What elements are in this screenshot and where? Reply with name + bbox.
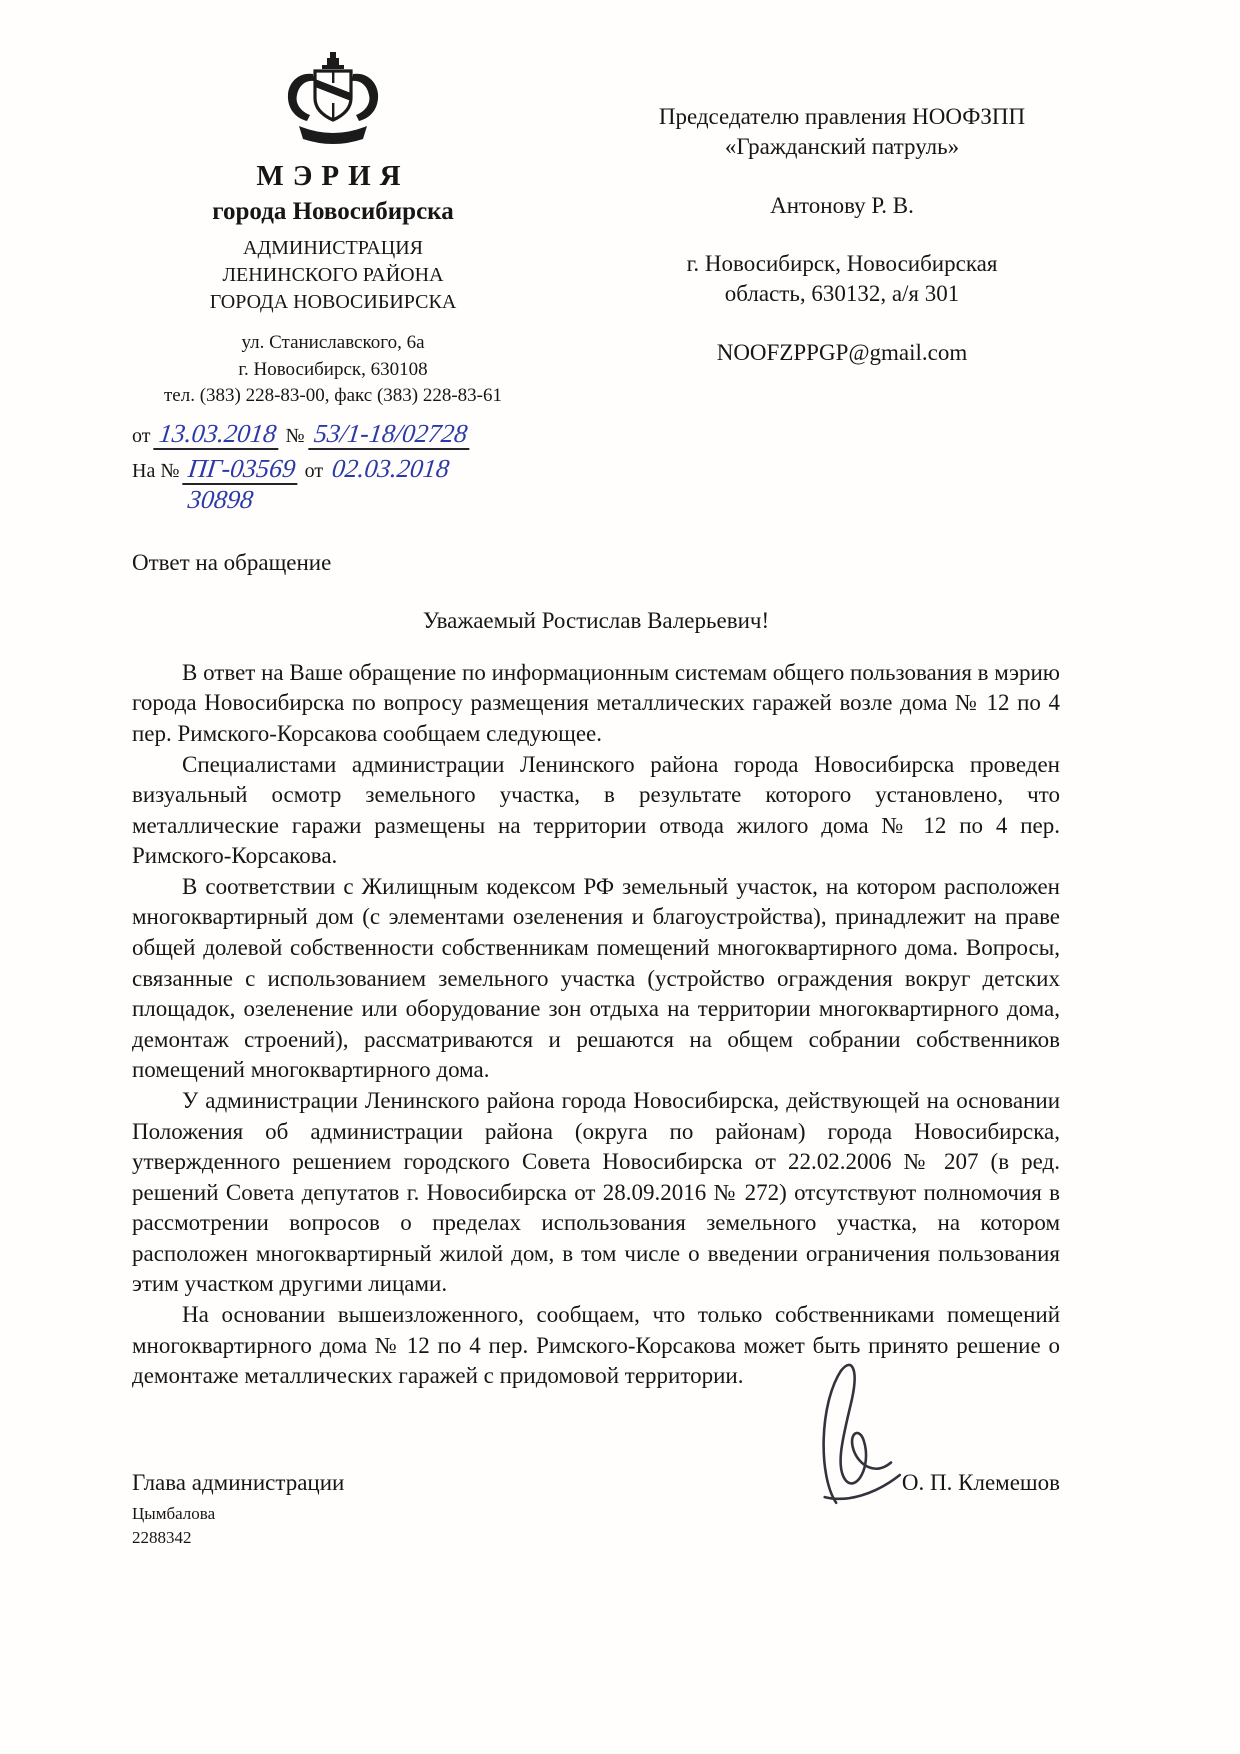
sender-phone: тел. (383) 228-83-00, факс (383) 228-83-61: [163, 384, 503, 406]
stamp-number-row: [184, 484, 534, 514]
letter-subject: Ответ на обращение: [132, 549, 332, 575]
recipient-address-line2: область, 630132, а/я 301: [724, 281, 960, 307]
recipient-address: [624, 249, 1060, 310]
recipient-org: [624, 102, 1060, 163]
emblem-wrap: [273, 50, 393, 150]
incoming-number-label: На №: [132, 459, 180, 482]
executor-block: [132, 1502, 1060, 1550]
signer-right: [902, 1470, 1060, 1496]
letter-header: [132, 46, 1060, 514]
org-department-line1: АДМИНИСТРАЦИЯ: [243, 237, 423, 259]
sender-address-street: ул. Станиславского, 6а: [241, 332, 425, 354]
sender-letterhead: [132, 46, 534, 514]
recipient-org-line2: «Гражданский патруль»: [724, 134, 960, 160]
org-department-line2: ЛЕНИНСКОГО РАЙОНА: [222, 263, 444, 286]
recipient-email: NOOFZPPGP@gmail.com: [716, 339, 968, 365]
sender-address: [132, 330, 534, 382]
outgoing-from-label: от: [132, 424, 151, 447]
letter-body: [132, 658, 1060, 1392]
signature-block: [132, 1470, 1060, 1496]
recipient-block: [624, 46, 1060, 368]
incoming-number-handwritten: ПГ-03569: [183, 456, 302, 485]
paragraph-5: На основании вышеизложенного, сообщаем, что только собственниками помещений многоквартирного дома № 12 по 4 пер. Римского-Корсакова может быть принято решение о демонтаже металлических гаражей с придомовой территории.: [132, 1301, 1060, 1389]
recipient-name: Антонову Р. В.: [770, 192, 914, 218]
outgoing-ref-row: [132, 418, 534, 450]
executor-name: Цымбалова: [132, 1503, 216, 1523]
signer-name: О. П. Клемешов: [901, 1469, 1060, 1495]
paragraph-1: В ответ на Ваше обращение по информационным системам общего пользования в мэрию города Новосибирска по вопросу размещения металлических гаражей возле дома № 12 по 4 пер. Римского-Корсакова сообщаем следующее.: [132, 659, 1060, 746]
org-department: [132, 235, 534, 315]
executor-phone: 2288342: [132, 1527, 192, 1547]
recipient-org-line1: Председателю правления НООФЗПП: [658, 104, 1026, 129]
paragraph-2: Специалистами администрации Ленинского района города Новосибирска проведен визуальный осмотр земельного участка, в результате которого установлено, что металлические гаражи размещены на территории отвода жилого дома № 12 по 4 пер. Римского-Корсакова.: [132, 751, 1060, 869]
outgoing-number-handwritten: 53/1-18/02728: [308, 421, 473, 450]
novosibirsk-coat-of-arms-icon: [273, 50, 393, 150]
paragraph-4: У администрации Ленинского района города Новосибирска, действующей на основании Положения об администрации района (округа по районам) города Новосибирска, утвержденного решением городского Совета Новосибирска от 22.02.2006 № 207 (в ред. решений Совета депутатов г. Новосибирска от 28.09.2016 № 272) отсутствуют полномочия в рассмотрении вопросов о пределах использования земельного участка, на котором расположен многоквартирный жилой дом, в том числе о введении ограничения пользования этим участком другими лицами.: [132, 1087, 1060, 1297]
org-department-line3: ГОРОДА НОВОСИБИРСКА: [209, 290, 457, 313]
paragraph-3: В соответствии с Жилищным кодексом РФ земельный участок, на котором расположен многоквартирный дом (с элементами озеленения и благоустройства), принадлежит на праве общей долевой собственности собственникам помещений многоквартирного дома. Вопросы, связанные с использованием земельного участка (устройство ограждения вокруг детских площадок, озеленение или оборудование зон отдыха на территории многоквартирного дома, демонтаж строений), рассматриваются и решаются на общем собрании собственников помещений многоквартирного дома.: [132, 873, 1060, 1083]
incoming-date-handwritten: 02.03.2018: [330, 453, 452, 483]
salutation: Уважаемый Ростислав Валерьевич!: [422, 607, 770, 633]
sender-address-city: г. Новосибирск, 630108: [238, 358, 428, 380]
recipient-address-line1: г. Новосибирск, Новосибирская: [686, 251, 998, 277]
incoming-from-label: от: [304, 459, 324, 482]
outgoing-date-handwritten: 13.03.2018: [154, 421, 283, 450]
reference-block: [132, 418, 534, 514]
outgoing-number-label: №: [285, 424, 305, 447]
incoming-ref-row: [132, 453, 534, 485]
signer-title: Глава администрации: [132, 1469, 345, 1495]
org-name-city: города Новосибирска: [212, 198, 454, 225]
stamp-number-handwritten: 30898: [186, 484, 255, 514]
org-name-main: МЭРИЯ: [256, 160, 410, 192]
